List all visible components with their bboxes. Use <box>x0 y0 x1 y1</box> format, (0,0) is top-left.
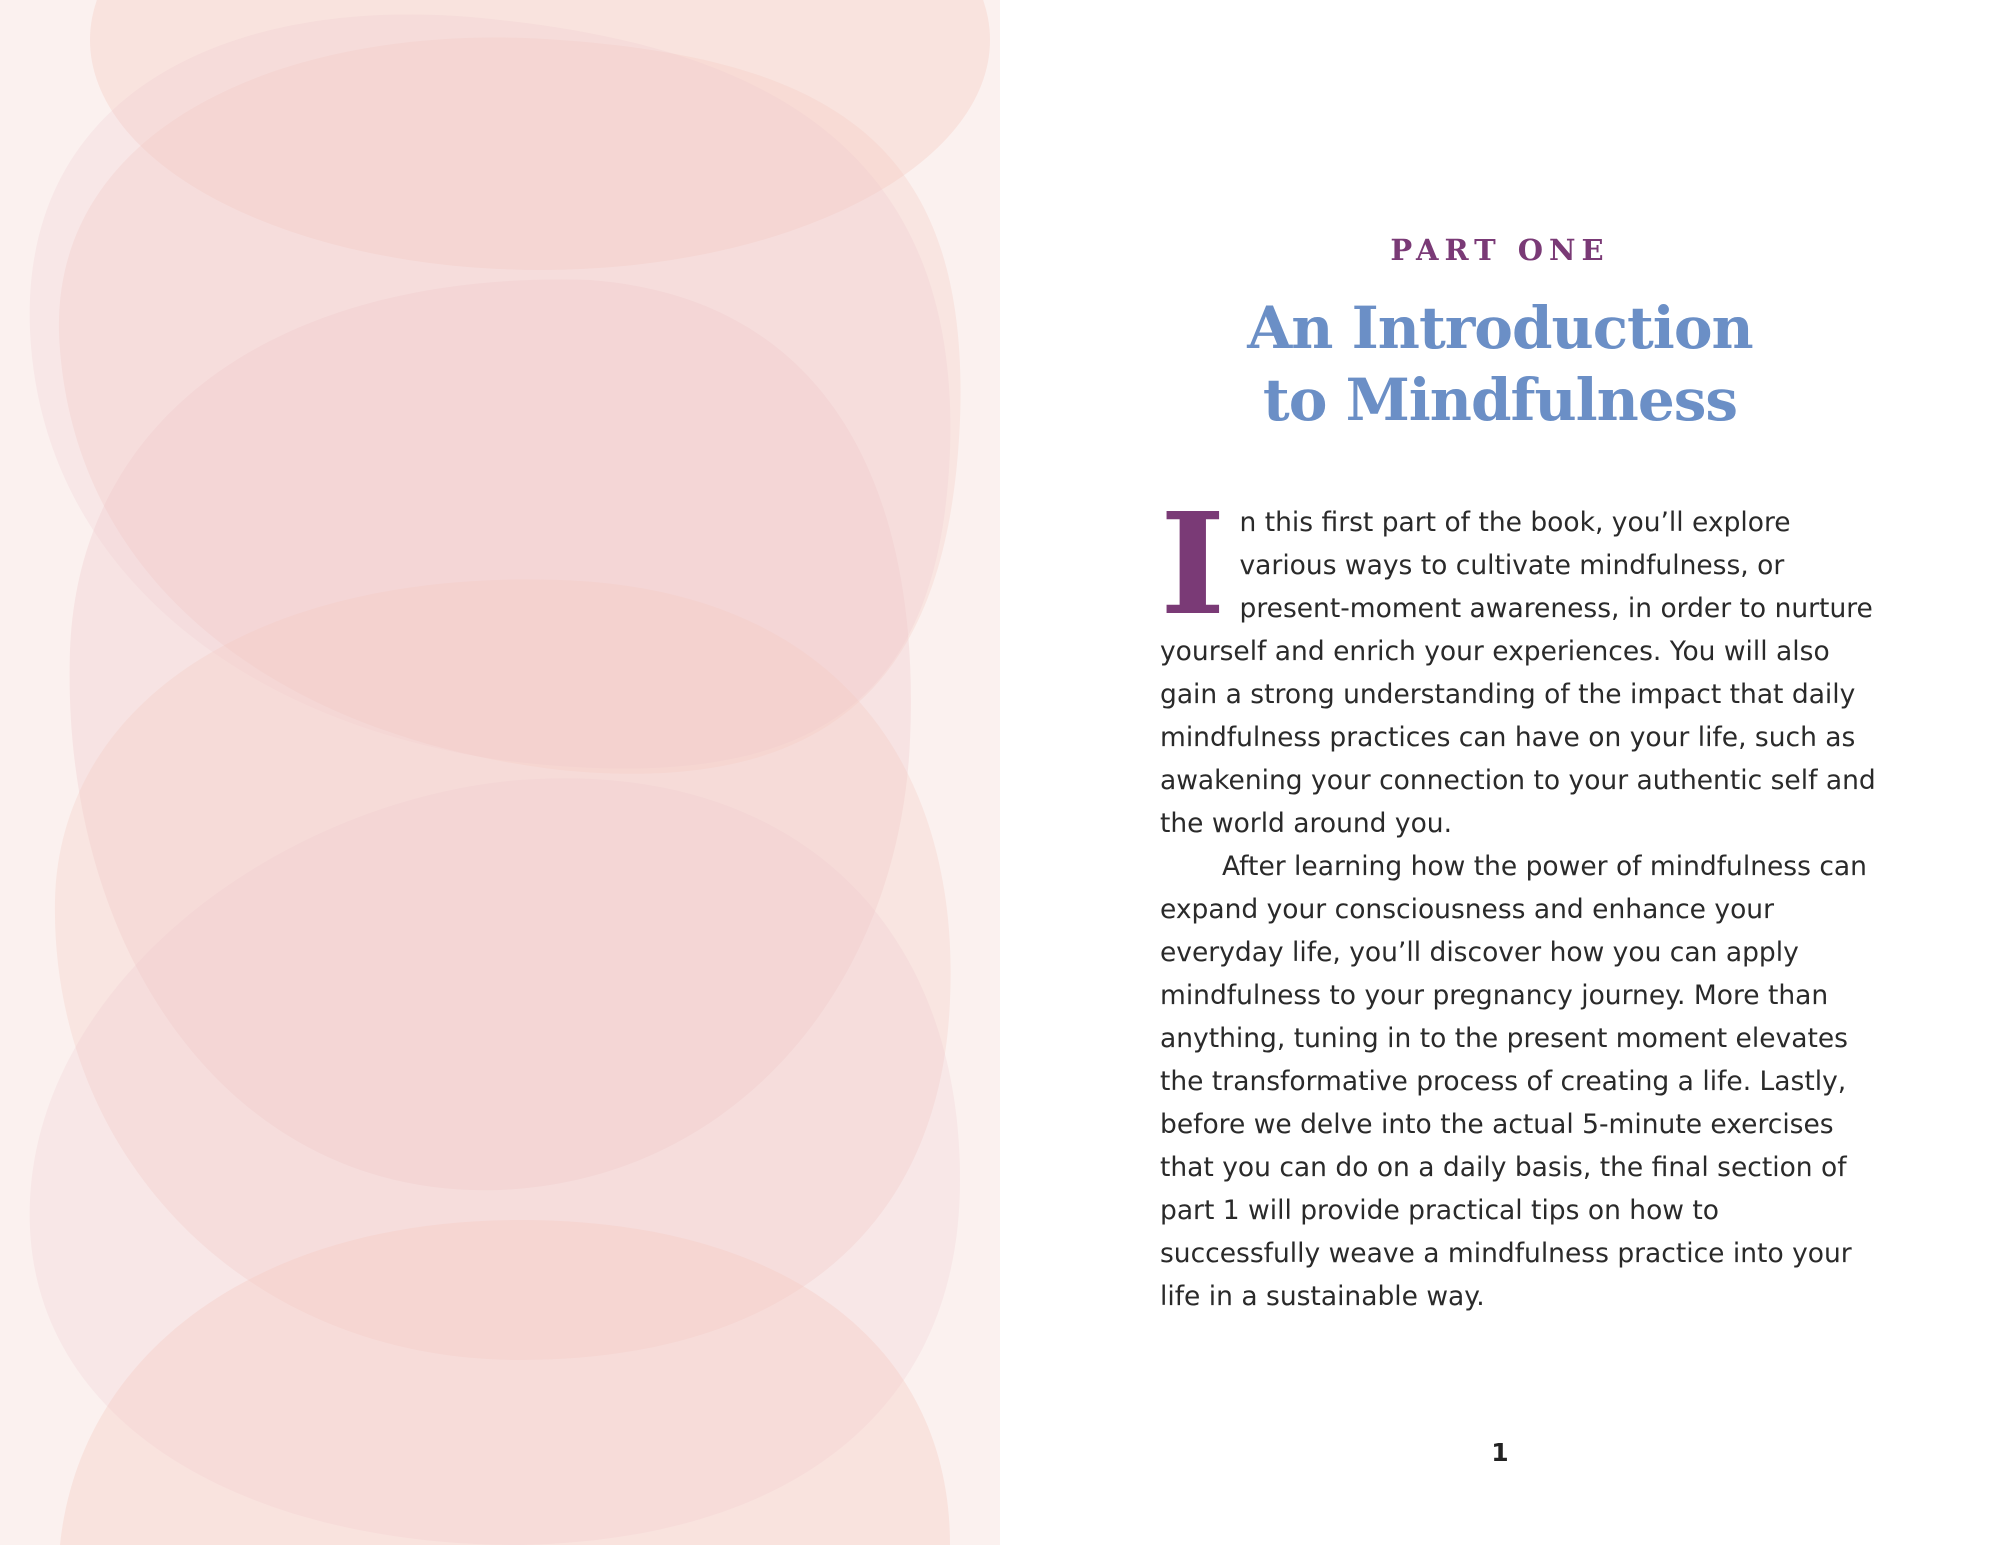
body-text <box>1160 483 1880 1318</box>
drop-cap: I <box>1160 483 1226 647</box>
page-number: 1 <box>1491 1438 1509 1467</box>
chapter-title-line-1: An Introduction <box>1247 294 1753 362</box>
chapter-title-line-2: to Mindfulness <box>1262 366 1738 434</box>
part-label: PART ONE <box>1390 233 1610 267</box>
paragraph-1-text: n this first part of the book, you’ll explore various ways to cultivate mindfulness, or present-moment awareness, in order to nurture yourself and enrich your experiences. You will also gain a strong understanding of the impact that daily mindfulness practices can have on your life, such as awakening your connection to your authentic self and the world around you. <box>1160 507 1876 839</box>
right-page <box>1000 0 2000 1545</box>
paragraph-1 <box>1160 483 1880 845</box>
chapter-title <box>1000 292 2000 436</box>
paragraph-2: After learning how the power of mindfulness can expand your consciousness and enhance your everyday life, you’ll discover how you can apply mindfulness to your pregnancy journey. More than anything, tuning in to the present moment elevates the transformative process of creating a life. Lastly, before we delve into the actual 5-minute exercises that you can do on a daily basis, the final section of part 1 will provide practical tips on how to successfully weave a mindfulness practice into your life in a sustainable way. <box>1160 851 1867 1312</box>
